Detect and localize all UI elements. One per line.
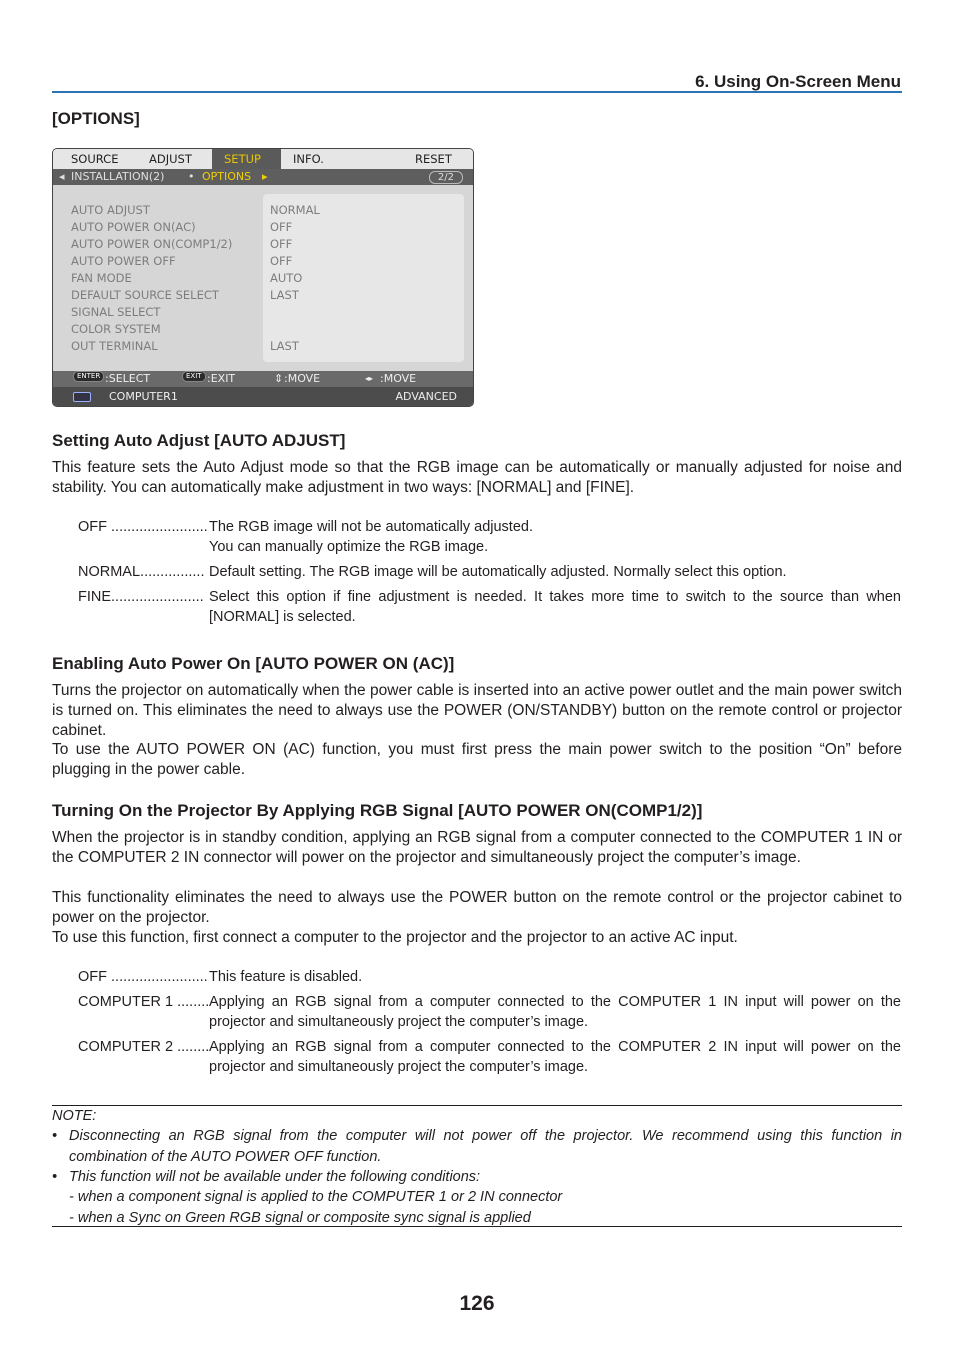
option-def-cont: You can manually optimize the RGB image. xyxy=(209,539,489,555)
note-bottom-rule xyxy=(52,1226,902,1227)
option-term: NORMAL................ xyxy=(78,564,205,580)
status-mode: ADVANCED xyxy=(395,390,457,403)
osd-item-auto-adjust[interactable]: AUTO ADJUST xyxy=(71,203,150,217)
osd-item-auto-power-off[interactable]: AUTO POWER OFF xyxy=(71,254,176,268)
breadcrumb-parent[interactable]: INSTALLATION(2) xyxy=(71,170,165,183)
note-item: Disconnecting an RGB signal from the computer will not power off the projector. We recommend using this function in combination of the AUTO POWER OFF function. xyxy=(69,1128,902,1165)
osd-item-default-source-select[interactable]: DEFAULT SOURCE SELECT xyxy=(71,288,219,302)
osd-value-auto-adjust[interactable]: NORMAL xyxy=(270,203,320,217)
note-subitem: - when a component signal is applied to the COMPUTER 1 or 2 IN connector xyxy=(69,1189,563,1205)
breadcrumb-right-arrow-icon[interactable]: ▸ xyxy=(262,170,268,183)
option-def: Select this option if fine adjustment is needed. It takes more time to switch to the source than when [NORMAL] is selected. xyxy=(209,589,901,625)
osd-tab-reset[interactable]: RESET xyxy=(415,152,452,166)
auto-power-on-ac-p2: To use the AUTO POWER ON (AC) function, you must first press the main power switch to the position “On” before plugging in the power cable. xyxy=(52,741,902,778)
osd-item-color-system[interactable]: COLOR SYSTEM xyxy=(71,322,161,336)
option-def: This feature is disabled. xyxy=(209,969,363,985)
osd-value-default-source-select[interactable]: LAST xyxy=(270,288,299,302)
updown-arrows-icon: ⇕ xyxy=(274,372,284,385)
breadcrumb-left-arrow-icon[interactable]: ◂ xyxy=(59,170,65,183)
auto-power-on-comp-p3: To use this function, first connect a computer to the projector and the projector to an active AC input. xyxy=(52,929,738,946)
osd-tab-setup[interactable]: SETUP xyxy=(212,149,281,169)
exit-key-icon: EXIT xyxy=(182,371,206,382)
osd-value-fan-mode[interactable]: AUTO xyxy=(270,271,303,285)
note-box xyxy=(52,1106,902,1226)
note-label: NOTE: xyxy=(52,1108,97,1124)
option-term: COMPUTER 2 ........ xyxy=(78,1039,210,1055)
osd-item-signal-select[interactable]: SIGNAL SELECT xyxy=(71,305,161,319)
option-term: OFF ........................ xyxy=(78,519,208,535)
option-term: COMPUTER 1 ........ xyxy=(78,994,210,1010)
chapter-title: 6. Using On-Screen Menu xyxy=(695,72,901,91)
osd-value-auto-power-on-ac[interactable]: OFF xyxy=(270,220,293,234)
breadcrumb-current[interactable]: OPTIONS xyxy=(202,170,252,183)
hint-select: :SELECT xyxy=(105,372,151,385)
breadcrumb-dot-icon: • xyxy=(188,170,195,183)
option-term: FINE....................... xyxy=(78,589,204,605)
auto-power-on-ac-p1: Turns the projector on automatically when the power cable is inserted into an active power outlet and the main power switch is turned on. This eliminates the need to always use the POWER (ON/STANDBY) button on the remote control or projector cabinet. xyxy=(52,682,902,739)
status-source: COMPUTER1 xyxy=(109,390,178,403)
hint-move-horizontal: :MOVE xyxy=(380,372,417,385)
note-item: This function will not be available under the following conditions: xyxy=(69,1169,481,1185)
leftright-arrows-icon: ◂▸ xyxy=(365,374,374,383)
osd-item-auto-power-on-ac[interactable]: AUTO POWER ON(AC) xyxy=(71,220,196,234)
page-number: 126 xyxy=(459,1292,495,1315)
osd-tab-bar xyxy=(53,149,473,169)
osd-item-fan-mode[interactable]: FAN MODE xyxy=(71,271,132,285)
osd-breadcrumb xyxy=(53,169,473,185)
osd-hint-bar xyxy=(53,371,473,387)
osd-item-out-terminal[interactable]: OUT TERMINAL xyxy=(71,339,158,353)
auto-adjust-intro: This feature sets the Auto Adjust mode so that the RGB image can be automatically or manually adjusted for noise and stability. You can automatically make adjustment in two ways: [NORMAL] and [FINE]. xyxy=(52,459,902,496)
osd-tab-adjust[interactable]: ADJUST xyxy=(149,152,192,166)
heading-auto-adjust: Setting Auto Adjust [AUTO ADJUST] xyxy=(52,431,346,450)
osd-value-signal-select[interactable] xyxy=(270,304,320,321)
osd-tab-source[interactable]: SOURCE xyxy=(71,152,119,166)
note-subitem: - when a Sync on Green RGB signal or composite sync signal is applied xyxy=(69,1210,531,1226)
section-title: [OPTIONS] xyxy=(52,109,140,128)
note-bullet: • xyxy=(52,1128,58,1144)
osd-menu xyxy=(52,148,474,407)
option-def: Default setting. The RGB image will be automatically adjusted. Normally select this option. xyxy=(209,564,787,580)
option-def: Applying an RGB signal from a computer connected to the COMPUTER 1 IN input will power on the projector and simultaneously project the computer’s image. xyxy=(209,994,901,1030)
heading-auto-power-on-comp: Turning On the Projector By Applying RGB Signal [AUTO POWER ON(COMP1/2)] xyxy=(52,801,703,820)
heading-auto-power-on-ac: Enabling Auto Power On [AUTO POWER ON (AC)] xyxy=(52,654,455,673)
osd-value-color-system[interactable] xyxy=(270,321,320,338)
osd-item-labels xyxy=(71,202,232,355)
osd-page-indicator: 2/2 xyxy=(429,171,463,184)
osd-value-out-terminal[interactable]: LAST xyxy=(270,339,299,353)
osd-values-panel xyxy=(263,194,464,362)
osd-item-auto-power-on-comp[interactable]: AUTO POWER ON(COMP1/2) xyxy=(71,237,233,251)
hint-exit: :EXIT xyxy=(207,372,236,385)
osd-status-bar xyxy=(53,387,473,406)
header-rule xyxy=(52,91,902,93)
computer-input-icon xyxy=(73,392,91,402)
auto-power-on-comp-p1: When the projector is in standby condition, applying an RGB signal from a computer connected to the COMPUTER 1 IN or the COMPUTER 2 IN connector will power on the projector and simultaneously project the computer’s image. xyxy=(52,829,902,866)
option-term: OFF ........................ xyxy=(78,969,208,985)
osd-value-auto-power-on-comp[interactable]: OFF xyxy=(270,237,293,251)
hint-move-vertical: :MOVE xyxy=(284,372,321,385)
osd-value-auto-power-off[interactable]: OFF xyxy=(270,254,293,268)
osd-body xyxy=(53,185,473,371)
note-bullet: • xyxy=(52,1169,58,1185)
auto-power-on-comp-p2: This functionality eliminates the need to always use the POWER button on the remote control or the projector cabinet to power on the projector. xyxy=(52,889,902,926)
osd-tab-info[interactable]: INFO. xyxy=(293,152,324,166)
enter-key-icon: ENTER xyxy=(73,371,104,382)
option-def: Applying an RGB signal from a computer connected to the COMPUTER 2 IN input will power on the projector and simultaneously project the computer’s image. xyxy=(209,1039,901,1075)
option-def: The RGB image will not be automatically adjusted. xyxy=(209,519,533,535)
